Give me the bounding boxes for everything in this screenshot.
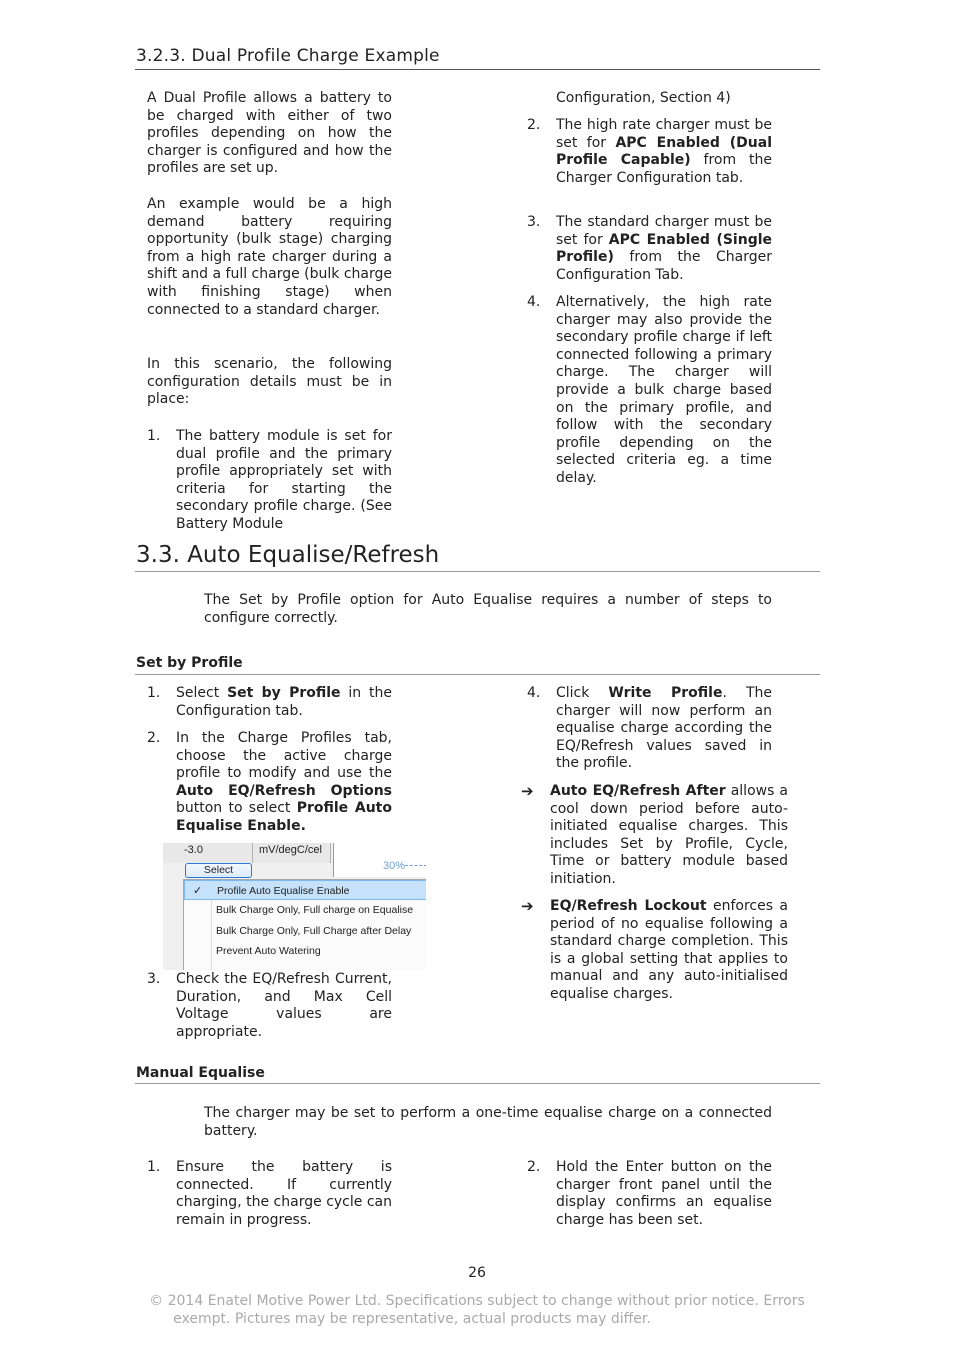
list-text: Click Write Profile. The charger will now perform an equalise charge according the EQ/Refresh values saved in the profile. — [556, 685, 772, 772]
grid-cell: -3.0 — [163, 843, 253, 863]
list-text: Select Set by Profile in the Configuration tab. — [176, 685, 393, 719]
list-item — [147, 1159, 392, 1234]
right-arrow-icon: ➔ — [521, 897, 534, 915]
list-number: 2. — [147, 730, 161, 746]
menu-item-bulk-full-after-delay[interactable]: Bulk Charge Only, Full Charge after Delay — [216, 925, 412, 937]
page-number: 26 — [468, 1265, 486, 1281]
list-text: The standard charger must be set for APC Enabled (Single Profile) from the Charger Configuration Tab. — [556, 214, 773, 283]
grid-cell — [333, 843, 426, 877]
right-arrow-icon: ➔ — [521, 782, 534, 800]
section-heading-3-2-3: 3.2.3. Dual Profile Charge Example — [136, 46, 440, 66]
heading-rule — [135, 69, 820, 70]
list-item — [527, 117, 772, 207]
bullet-text: EQ/Refresh Lockout enforces a period of no equalise following a standard charge completion. This is a global setting that applies to manual and any auto-initialised equalise charges. — [550, 898, 788, 1002]
list-text: Alternatively, the high rate charger may also provide the secondary profile charge if left connected following a primary charge. The charger will provide a bulk charge based on the primary profile, and follow with the secondary profile depending on the selected criteria eg. a time delay. — [556, 294, 772, 486]
paragraph-manual-intro: The charger may be set to perform a one-time equalise charge on a connected battery. — [204, 1105, 772, 1139]
list-item — [527, 214, 772, 286]
bullet-item — [521, 898, 788, 1008]
list-number: 4. — [527, 294, 541, 310]
list-item — [147, 971, 392, 1043]
list-number: 4. — [527, 685, 541, 701]
menu-item-bulk-full-on-equalise[interactable]: Bulk Charge Only, Full charge on Equalise — [216, 904, 414, 916]
menu-item-prevent-auto-watering[interactable]: Prevent Auto Watering — [216, 945, 321, 957]
dashed-line — [405, 865, 426, 866]
list-text: Check the EQ/Refresh Current, Duration, and Max Cell Voltage values are appropriate. — [176, 971, 392, 1040]
equalise-options-screenshot — [163, 843, 426, 970]
subheading-manual-equalise: Manual Equalise — [136, 1065, 265, 1081]
select-button[interactable]: Select — [185, 863, 252, 878]
heading-rule — [135, 571, 820, 572]
list-text: Ensure the battery is connected. If currently charging, the charge cycle can remain in progress. — [176, 1159, 392, 1228]
section-heading-3-3: 3.3. Auto Equalise/Refresh — [136, 542, 440, 568]
paragraph-scenario: In this scenario, the following configuration details must be in place: — [147, 356, 392, 408]
footer-copyright — [0, 1292, 954, 1328]
list-number: 1. — [147, 1159, 161, 1175]
paragraph-dual-profile: A Dual Profile allows a battery to be charged with either of two profiles depending on how the charger is configured and how the profiles are set up. — [147, 90, 392, 177]
list-number: 2. — [527, 117, 541, 133]
list-number: 3. — [527, 214, 541, 230]
list-number: 3. — [147, 971, 161, 987]
percent-value: 30% — [382, 860, 405, 872]
bullet-text: Auto EQ/Refresh After allows a cool down period before auto-initiated equalise charges. This includes Set by Profile, Cycle, Time or battery module based initiation. — [550, 783, 788, 887]
check-icon: ✓ — [193, 885, 203, 897]
list-item — [527, 294, 772, 494]
list-text: Hold the Enter button on the charger front panel until the display confirms an equalise charge has been set. — [556, 1159, 772, 1228]
list-number: 2. — [527, 1159, 541, 1175]
paragraph-intro: The Set by Profile option for Auto Equalise requires a number of steps to configure correctly. — [204, 592, 772, 626]
footer-line: © 2014 Enatel Motive Power Ltd. Specifications subject to change without prior notice. Errors — [149, 1293, 805, 1309]
list-item — [147, 685, 392, 725]
menu-item-profile-auto-equalise[interactable]: ✓ Profile Auto Equalise Enable — [184, 880, 426, 900]
equalise-options-menu — [183, 879, 426, 970]
list-text: The battery module is set for dual profile and the primary profile appropriately set with criteria for starting the secondary profile charge. (See Battery Module — [176, 428, 392, 532]
list-item — [527, 1159, 772, 1234]
list-text: The high rate charger must be set for APC Enabled (Dual Profile Capable) from the Charger Configuration tab. — [556, 117, 772, 186]
list-item — [527, 685, 772, 777]
list-number: 1. — [147, 685, 161, 701]
paragraph-example: An example would be a high demand battery requiring opportunity (bulk stage) charging from a high rate charger during a shift and a full charge (bulk charge with finishing stage) when connected to a standard charger. — [147, 196, 392, 318]
subheading-rule — [135, 674, 820, 675]
list-text: Configuration, Section 4) — [556, 90, 731, 106]
subheading-set-by-profile: Set by Profile — [136, 655, 243, 671]
list-item — [147, 730, 392, 840]
list-number: 1. — [147, 428, 161, 444]
list-text: In the Charge Profiles tab, choose the active charge profile to modify and use the Auto EQ/Refresh Options button to select Profile Auto Equalise Enable. — [176, 730, 392, 834]
footer-line: exempt. Pictures may be representative, actual products may differ. — [173, 1311, 651, 1327]
list-item — [147, 428, 392, 538]
grid-cell: mV/degC/cel — [253, 843, 331, 863]
list-item-continuation — [527, 90, 772, 110]
bullet-item — [521, 783, 788, 893]
subheading-rule — [135, 1083, 820, 1084]
